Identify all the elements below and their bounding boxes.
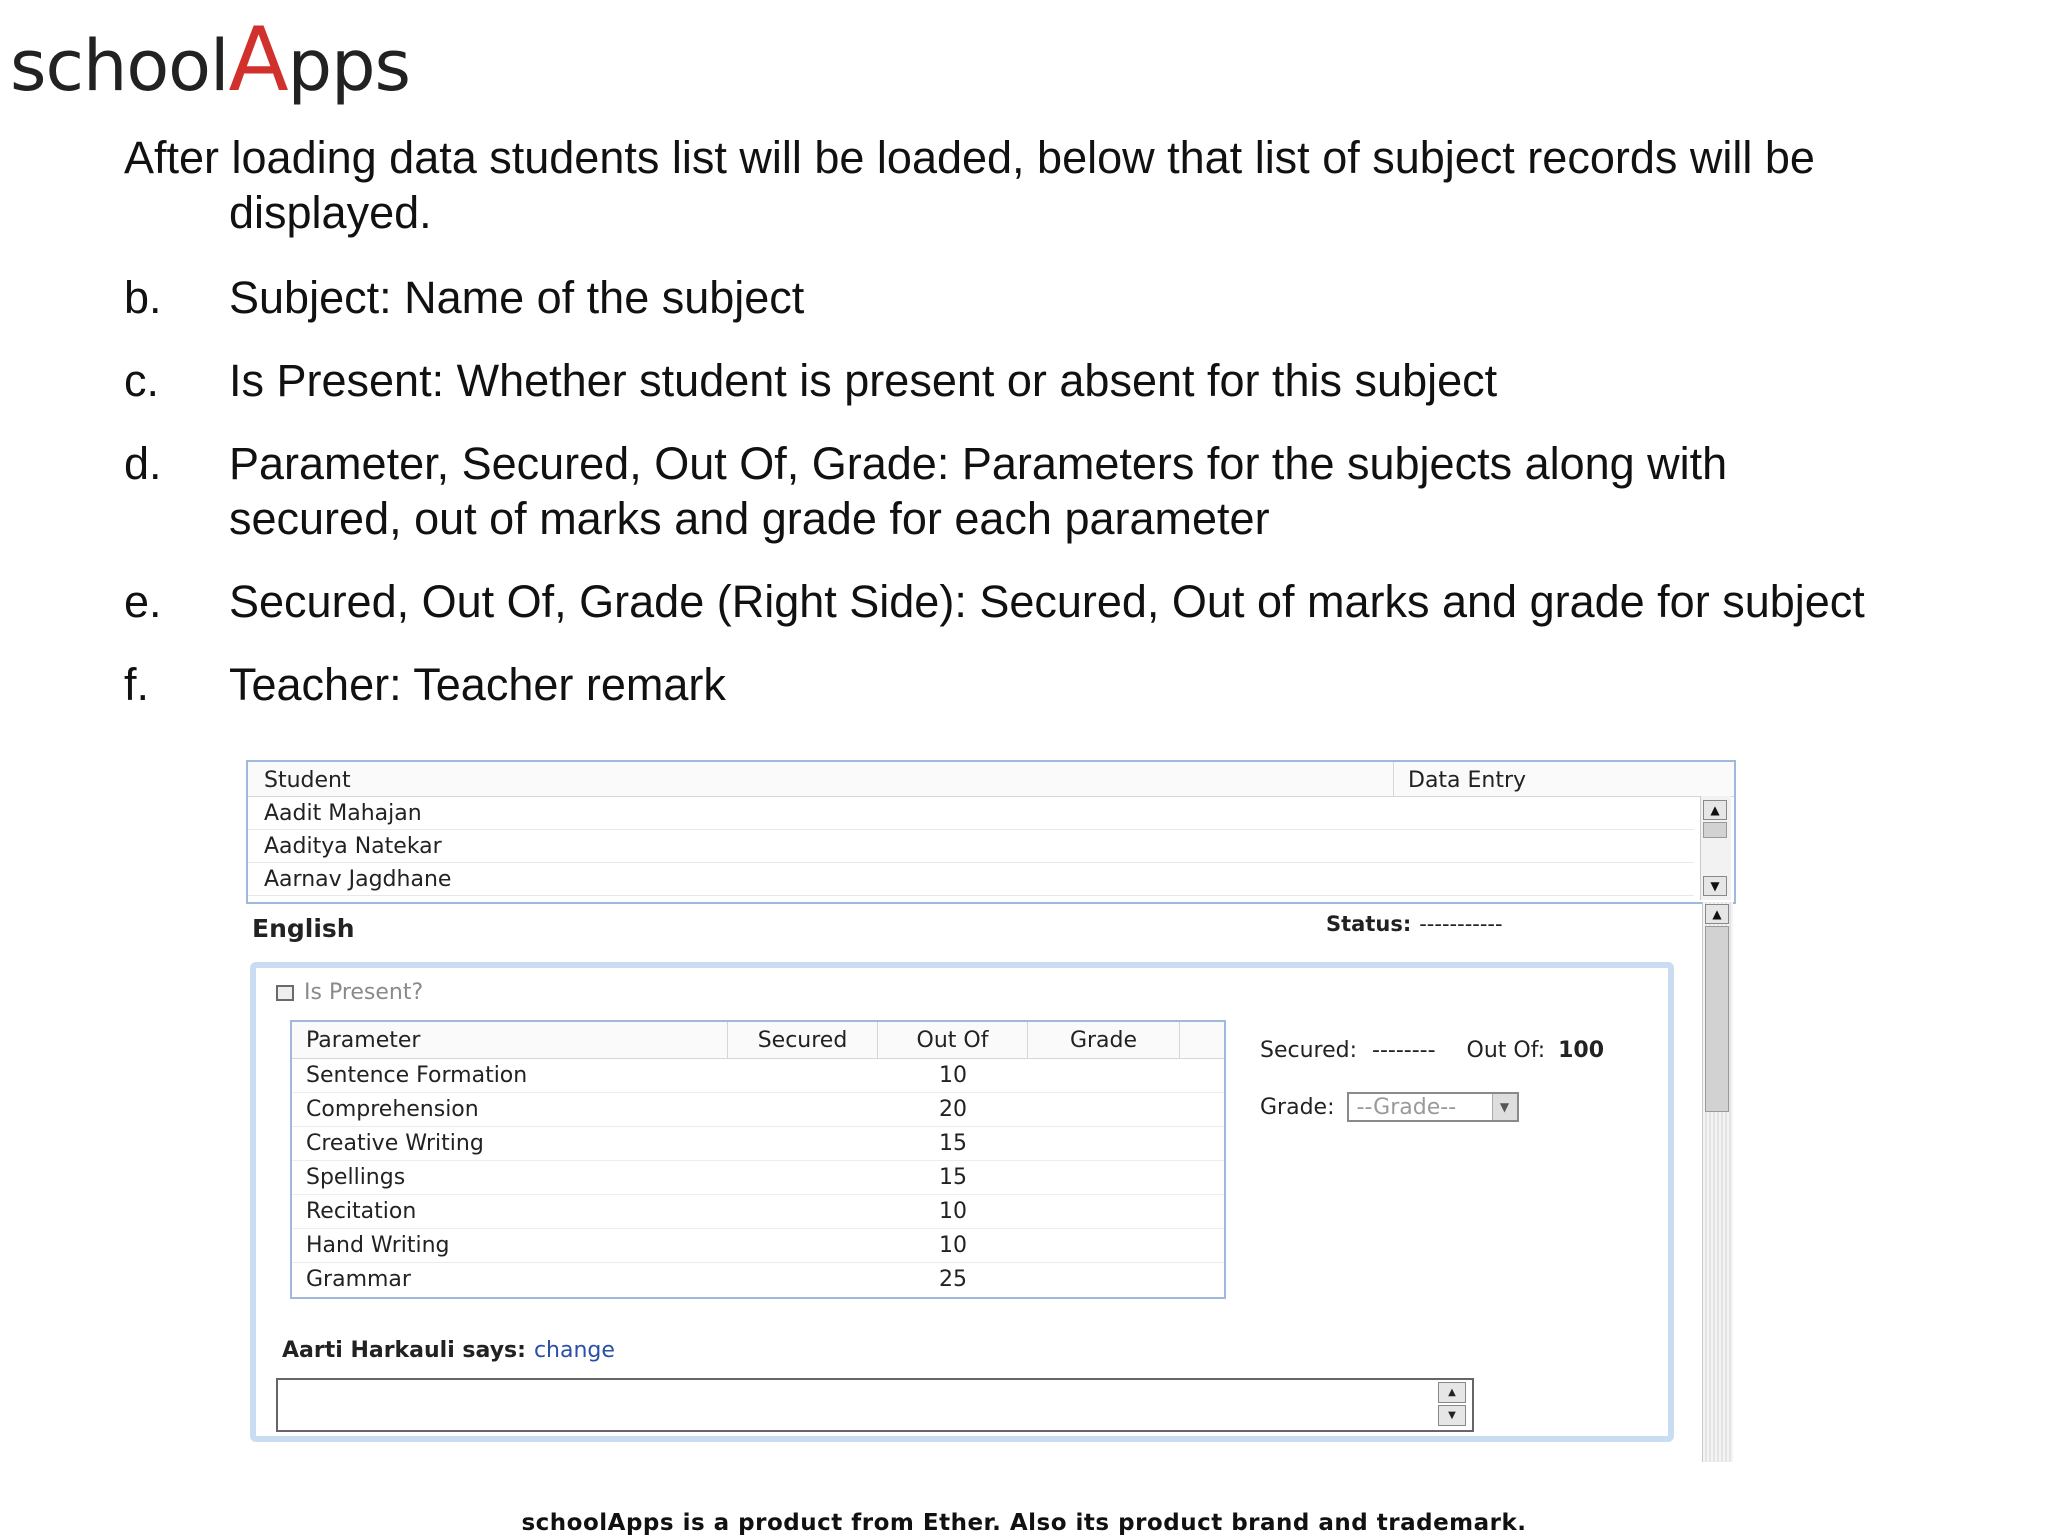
student-grid-scrollbar[interactable] (1700, 796, 1731, 900)
status-value: ----------- (1419, 912, 1503, 936)
description-list (124, 270, 1924, 712)
table-row[interactable] (292, 1263, 1224, 1296)
list-item-label: e. (124, 576, 162, 627)
list-item-text: Subject: Name of the subject (229, 272, 805, 323)
cell-out-of: 15 (939, 1165, 967, 1190)
cell-out-of: 25 (939, 1267, 967, 1292)
subject-panel (250, 962, 1674, 1442)
logo-apps-initial: A (228, 8, 288, 111)
intro-line-1: After loading data students list will be loaded, below that list of subject records will be (124, 132, 1815, 183)
list-item-label: d. (124, 438, 162, 489)
app-screenshot (246, 760, 1736, 1465)
cell-parameter: Creative Writing (306, 1131, 484, 1156)
teacher-remark-textarea[interactable] (276, 1378, 1474, 1432)
list-item-label: b. (124, 272, 162, 323)
list-item-text: secured, out of marks and grade for each parameter (229, 493, 1270, 544)
column-header-data-entry[interactable]: Data Entry (1408, 768, 1527, 793)
list-item-text: Parameter, Secured, Out Of, Grade: Parameters for the subjects along with (229, 438, 1728, 489)
grade-row (1260, 1092, 1519, 1122)
column-header-out-of[interactable]: Out Of (878, 1022, 1028, 1058)
parameter-grid (290, 1020, 1226, 1299)
cell-grade[interactable] (1028, 1195, 1180, 1228)
list-item-text: Is Present: Whether student is present or absent for this subject (229, 355, 1498, 406)
cell-secured[interactable] (728, 1161, 878, 1194)
cell-secured[interactable] (728, 1263, 878, 1296)
cell-parameter: Grammar (306, 1267, 411, 1292)
cell-out-of: 10 (939, 1199, 967, 1224)
intro-paragraph (124, 130, 1924, 240)
table-row[interactable] (292, 1127, 1224, 1161)
teacher-says-label: Aarti Harkauli says: (282, 1338, 526, 1363)
table-row[interactable] (292, 1161, 1224, 1195)
scrollbar-thumb[interactable] (1705, 926, 1729, 1112)
scroll-down-arrow-icon[interactable]: ▼ (1703, 876, 1727, 896)
student-row[interactable]: Aarnav Jagdhane (248, 863, 1694, 896)
footer-text: schoolApps is a product from Ether. Also its product brand and trademark. (521, 1510, 1527, 1536)
grade-select[interactable] (1347, 1092, 1519, 1122)
list-item-label: f. (124, 659, 150, 710)
logo-school-text: school (10, 25, 229, 107)
list-item-label: c. (124, 355, 160, 406)
student-row[interactable]: Aadit Mahajan (248, 797, 1694, 830)
subject-summary (1260, 1038, 1604, 1063)
list-item (124, 270, 1924, 325)
scroll-down-arrow-icon[interactable]: ▼ (1438, 1405, 1466, 1426)
column-header-parameter[interactable]: Parameter (292, 1022, 728, 1058)
column-header-secured[interactable]: Secured (728, 1022, 878, 1058)
table-row[interactable] (292, 1059, 1224, 1093)
status-label: Status: (1326, 912, 1412, 936)
is-present-checkbox[interactable] (276, 985, 294, 1001)
secured-label: Secured: (1260, 1038, 1358, 1063)
status-text (1326, 912, 1503, 936)
cell-secured[interactable] (728, 1229, 878, 1262)
out-of-label: Out Of: (1466, 1038, 1546, 1063)
teacher-remark-header (282, 1338, 615, 1363)
student-row[interactable]: Aaditya Natekar (248, 830, 1694, 863)
cell-grade[interactable] (1028, 1229, 1180, 1262)
cell-grade[interactable] (1028, 1161, 1180, 1194)
list-item (124, 436, 1924, 546)
cell-parameter: Recitation (306, 1199, 417, 1224)
cell-secured[interactable] (728, 1093, 878, 1126)
cell-out-of: 15 (939, 1131, 967, 1156)
list-item-text: Teacher: Teacher remark (229, 659, 726, 710)
cell-parameter: Hand Writing (306, 1233, 450, 1258)
is-present-label: Is Present? (304, 980, 424, 1005)
cell-out-of: 10 (939, 1063, 967, 1088)
list-item (124, 574, 1924, 629)
cell-secured[interactable] (728, 1059, 878, 1092)
scroll-up-arrow-icon[interactable]: ▲ (1703, 800, 1727, 820)
remark-scrollbar[interactable] (1438, 1382, 1468, 1428)
logo-apps-text: pps (287, 25, 410, 107)
scroll-up-arrow-icon[interactable]: ▲ (1438, 1382, 1466, 1403)
scroll-up-arrow-icon[interactable]: ▲ (1705, 904, 1729, 924)
cell-parameter: Comprehension (306, 1097, 479, 1122)
table-row[interactable] (292, 1093, 1224, 1127)
list-item-text: Secured, Out Of, Grade (Right Side): Secured, Out of marks and grade for subject (229, 576, 1865, 627)
cell-grade[interactable] (1028, 1127, 1180, 1160)
change-teacher-link[interactable]: change (533, 1338, 615, 1363)
cell-grade[interactable] (1028, 1059, 1180, 1092)
page-scrollbar[interactable] (1702, 902, 1733, 1462)
cell-grade[interactable] (1028, 1093, 1180, 1126)
secured-value: -------- (1372, 1038, 1436, 1063)
list-item (124, 353, 1924, 408)
student-grid (246, 760, 1736, 904)
cell-parameter: Sentence Formation (306, 1063, 528, 1088)
column-header-grade[interactable]: Grade (1028, 1022, 1180, 1058)
parameter-grid-header (292, 1022, 1224, 1059)
chevron-down-icon[interactable]: ▼ (1492, 1094, 1517, 1120)
subject-title: English (252, 914, 355, 943)
out-of-value: 100 (1558, 1038, 1605, 1063)
column-header-student[interactable]: Student (248, 762, 1394, 796)
table-row[interactable] (292, 1195, 1224, 1229)
cell-secured[interactable] (728, 1195, 878, 1228)
cell-out-of: 10 (939, 1233, 967, 1258)
grade-select-value: --Grade-- (1356, 1094, 1457, 1120)
is-present-checkbox-row[interactable] (276, 980, 423, 1005)
cell-secured[interactable] (728, 1127, 878, 1160)
list-item (124, 657, 1924, 712)
student-grid-header (248, 762, 1734, 797)
scrollbar-thumb[interactable] (1703, 822, 1727, 838)
intro-line-2: displayed. (229, 187, 432, 238)
table-row[interactable] (292, 1229, 1224, 1263)
cell-out-of: 20 (939, 1097, 967, 1122)
cell-parameter: Spellings (306, 1165, 406, 1190)
cell-grade[interactable] (1028, 1263, 1180, 1296)
grade-label: Grade: (1260, 1094, 1335, 1120)
schoolapps-logo (10, 8, 410, 111)
